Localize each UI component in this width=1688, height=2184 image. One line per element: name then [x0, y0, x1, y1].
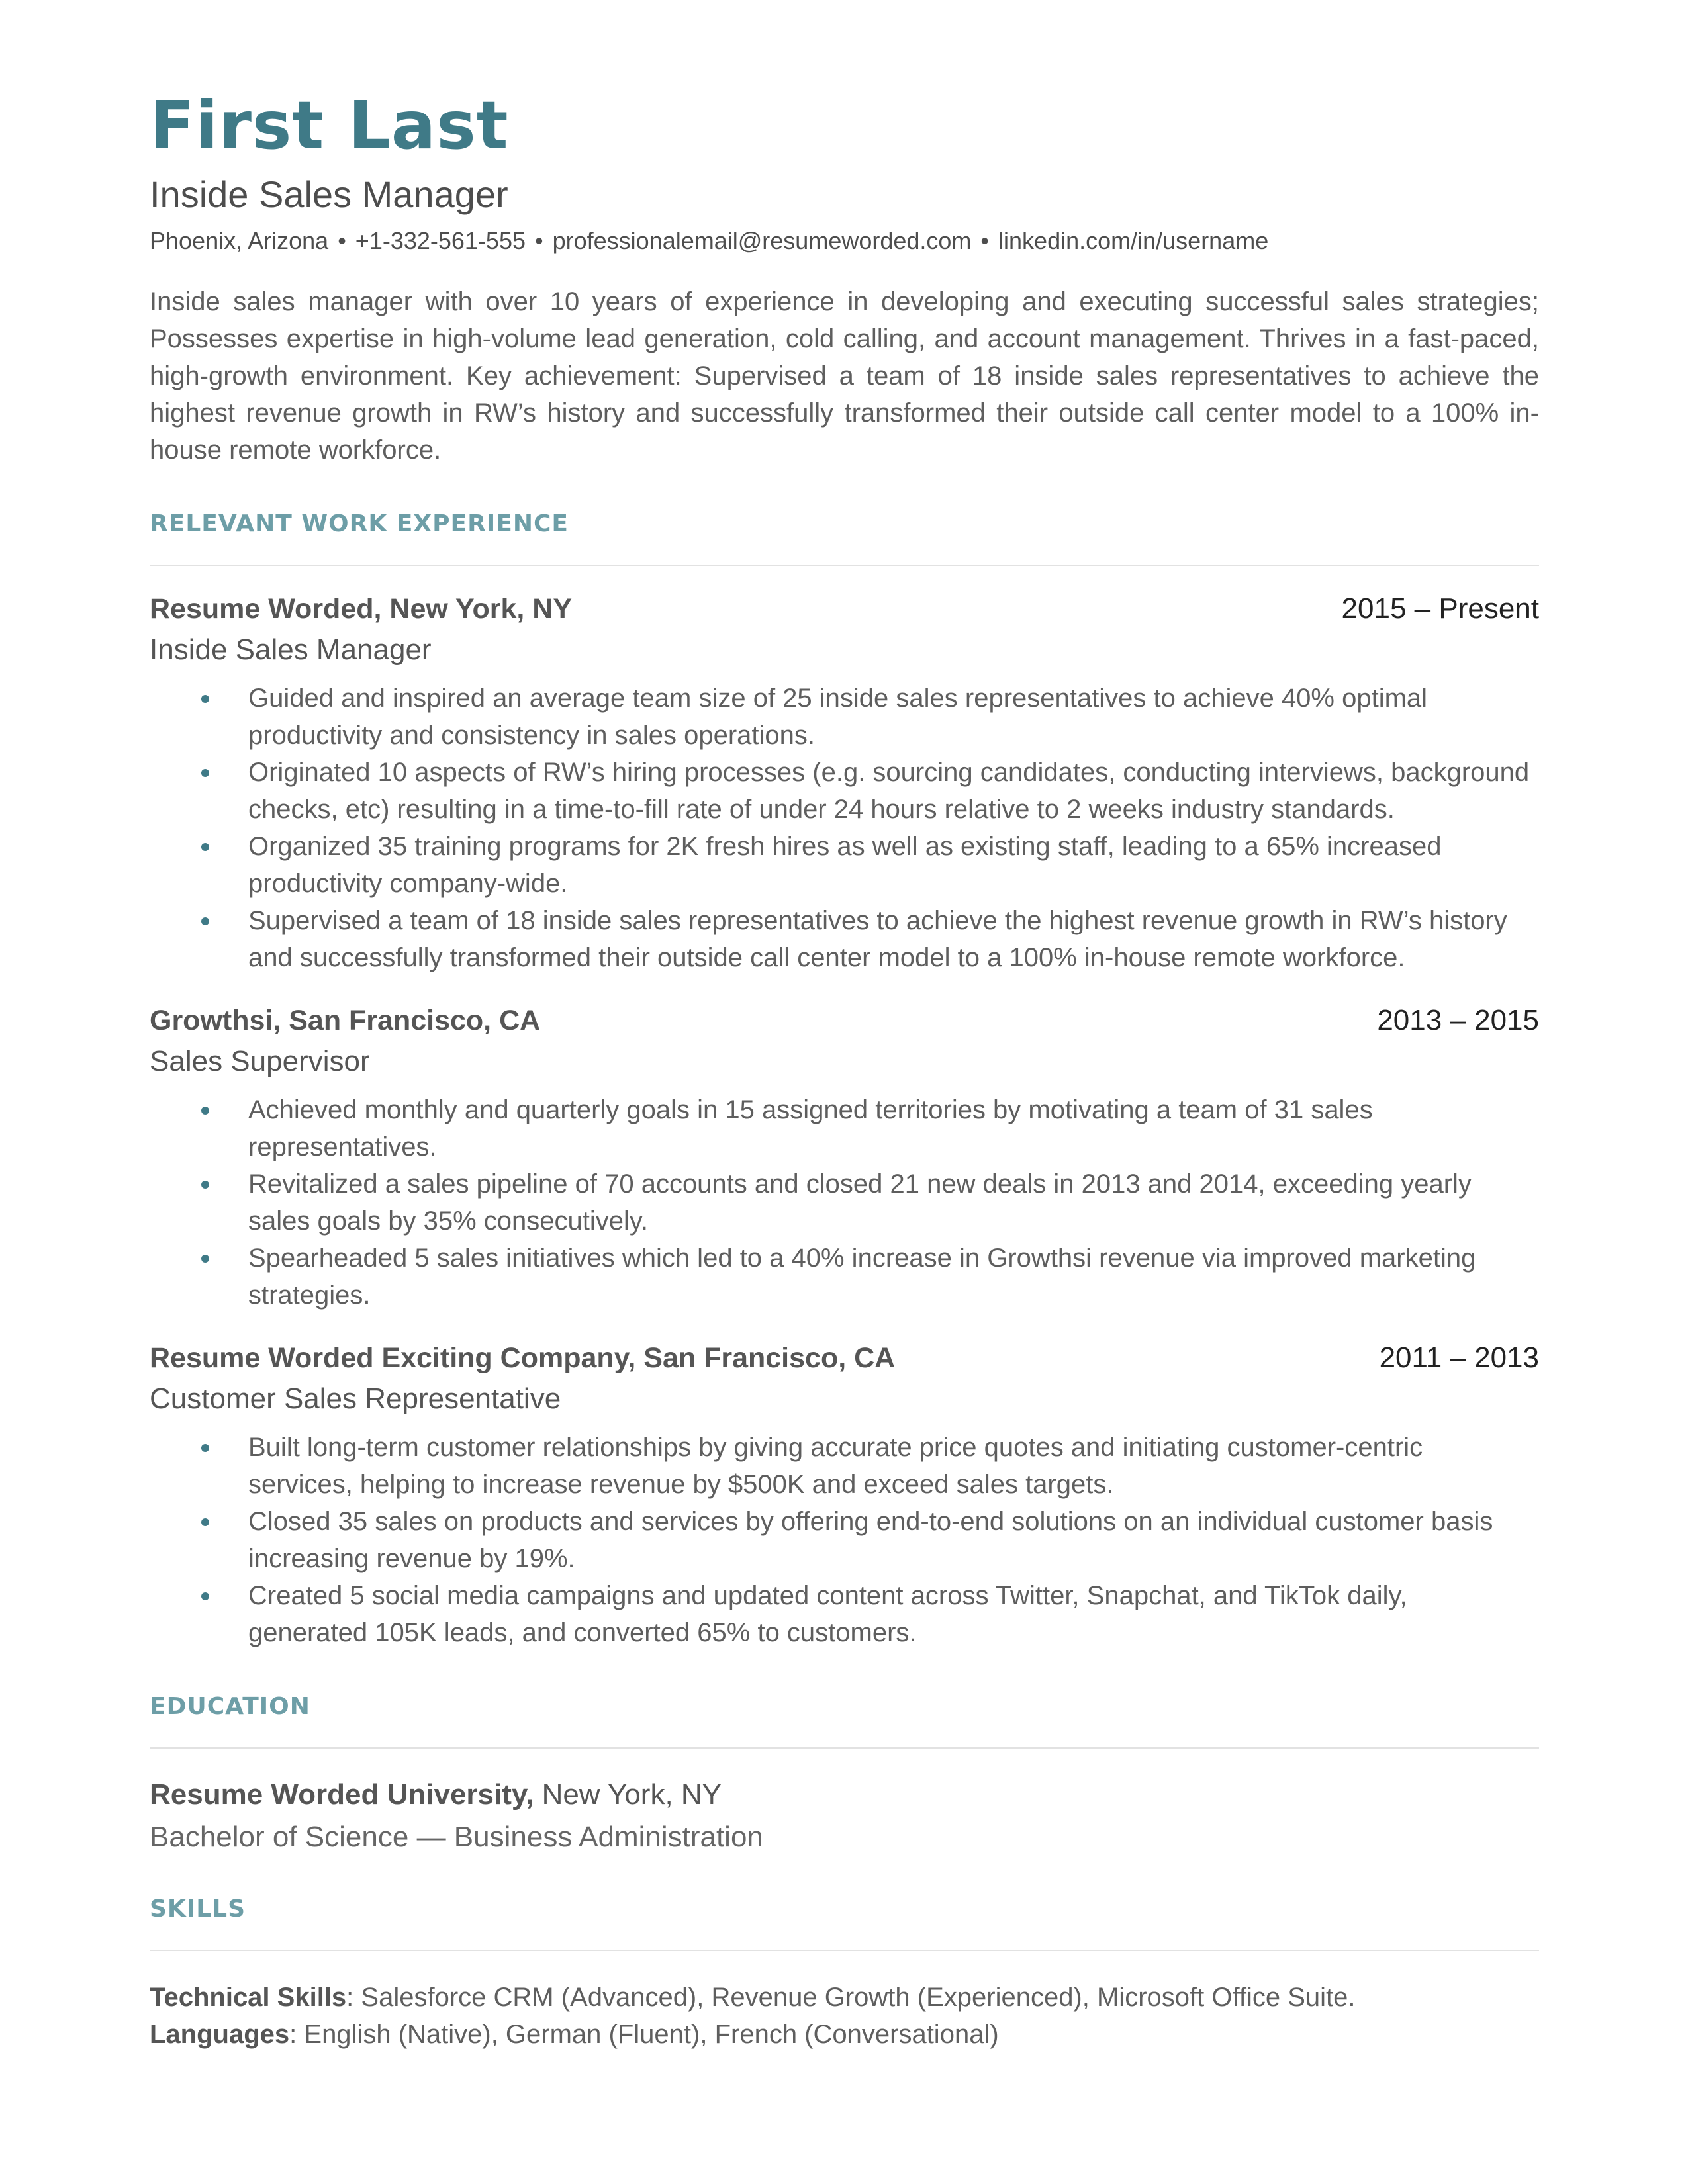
bullet-dot-icon — [201, 843, 209, 851]
job-company: Growthsi, San Francisco, CA — [150, 1004, 541, 1036]
skills-label: Technical Skills — [150, 1983, 347, 2013]
contact-separator: • — [535, 227, 543, 255]
bullet-dot-icon — [201, 1444, 209, 1452]
job-dates: 2013 – 2015 — [1377, 1003, 1539, 1036]
education-degree: Bachelor of Science — Business Administration — [150, 1820, 763, 1853]
bullet-dot-icon — [201, 769, 209, 777]
bullet-item — [150, 1577, 1539, 1651]
education-entry — [150, 1776, 1539, 1813]
bullet-dot-icon — [201, 1518, 209, 1526]
contact-line — [150, 226, 1539, 255]
bullet-item — [150, 680, 1539, 754]
job-entry — [150, 592, 1539, 976]
bullet-text: Organized 35 training programs for 2K fresh hires as well as existing staff, leading to a 65% increased productivity company-wide. — [248, 831, 1442, 898]
section-title-skills: SKILLS — [150, 1895, 246, 1923]
job-dates: 2011 – 2013 — [1379, 1341, 1539, 1374]
bullet-text: Built long-term customer relationships by giving accurate price quotes and initiating customer-centric services, helping to increase revenue by $500K and exceed sales targets. — [248, 1432, 1423, 1499]
bullet-item — [150, 828, 1539, 902]
bullet-dot-icon — [201, 695, 209, 703]
bullet-item — [150, 1429, 1539, 1503]
bullet-item — [150, 1091, 1539, 1165]
bullet-dot-icon — [201, 1181, 209, 1189]
job-role: Customer Sales Representative — [150, 1382, 561, 1415]
section-title-experience: RELEVANT WORK EXPERIENCE — [150, 510, 569, 537]
bullet-text: Spearheaded 5 sales initiatives which led to a 40% increase in Growthsi revenue via improved marketing strategies. — [248, 1243, 1476, 1310]
job-header — [150, 1004, 1539, 1037]
job-role: Inside Sales Manager — [150, 633, 432, 666]
job-company: Resume Worded Exciting Company, San Francisco, CA — [150, 1342, 896, 1374]
education-location: New York, NY — [541, 1778, 722, 1811]
section-divider — [150, 565, 1539, 566]
bullet-text: Guided and inspired an average team size of 25 inside sales representatives to achieve 40% optimal productivity and consistency in sales operations. — [248, 683, 1428, 750]
resume-content — [150, 87, 1539, 2053]
contact-linkedin: linkedin.com/in/username — [998, 227, 1269, 255]
job-entry — [150, 1004, 1539, 1314]
skills-value: : English (Native), German (Fluent), French (Conversational) — [289, 2020, 999, 2050]
section-divider — [150, 1950, 1539, 1951]
skills-list — [150, 1979, 1539, 2053]
bullet-text: Created 5 social media campaigns and updated content across Twitter, Snapchat, and TikTok daily, generated 105K leads, and converted 65% to customers. — [248, 1580, 1407, 1647]
bullet-text: Achieved monthly and quarterly goals in 15 assigned territories by motivating a team of 31 sales representatives. — [248, 1095, 1373, 1161]
bullet-item — [150, 1503, 1539, 1577]
contact-separator: • — [980, 227, 990, 255]
job-dates: 2015 – Present — [1341, 592, 1539, 625]
bullet-dot-icon — [201, 1592, 209, 1600]
section-title-education: EDUCATION — [150, 1692, 310, 1720]
job-bullets — [150, 1429, 1539, 1651]
skills-value: : Salesforce CRM (Advanced), Revenue Growth (Experienced), Microsoft Office Suite. — [346, 1983, 1356, 2013]
skills-label: Languages — [150, 2020, 290, 2050]
job-role: Sales Supervisor — [150, 1044, 370, 1077]
candidate-name: First Last — [150, 87, 509, 164]
bullet-item — [150, 902, 1539, 976]
contact-location: Phoenix, Arizona — [150, 227, 329, 255]
section-divider — [150, 1747, 1539, 1749]
job-entry — [150, 1342, 1539, 1651]
bullet-item — [150, 1165, 1539, 1240]
bullet-text: Originated 10 aspects of RW’s hiring processes (e.g. sourcing candidates, conducting interviews, background checks, etc) resulting in a time-to-fill rate of under 24 hours relative to 2 weeks industry standards. — [248, 757, 1530, 824]
job-header — [150, 592, 1539, 625]
job-company: Resume Worded, New York, NY — [150, 592, 573, 625]
job-bullets — [150, 1091, 1539, 1314]
bullet-text: Revitalized a sales pipeline of 70 accounts and closed 21 new deals in 2013 and 2014, exceeding yearly sales goals by 35% consecutively. — [248, 1169, 1472, 1236]
bullet-item — [150, 754, 1539, 828]
contact-phone: +1-332-561-555 — [355, 227, 526, 255]
job-bullets — [150, 680, 1539, 976]
bullet-text: Closed 35 sales on products and services by offering end-to-end solutions on an individual customer basis increasing revenue by 19%. — [248, 1506, 1493, 1573]
job-header — [150, 1342, 1539, 1375]
bullet-dot-icon — [201, 917, 209, 925]
education-school: Resume Worded University, — [150, 1778, 534, 1811]
headline: Inside Sales Manager — [150, 173, 508, 215]
bullet-dot-icon — [201, 1107, 209, 1115]
summary-paragraph: Inside sales manager with over 10 years of experience in developing and executing successful sales strategies; Possesses expertise in high-volume lead generation, cold calling, and account management. Thrives in a fast-paced, high-growth environment. Key achievement: Supervised a team of 18 inside sales representatives to achieve the highest revenue growth in RW’s history and successfully transformed their outside call center model to a 100% in-house remote workforce. — [150, 287, 1539, 465]
bullet-dot-icon — [201, 1255, 209, 1263]
skills-row — [150, 1979, 1539, 2016]
bullet-item — [150, 1240, 1539, 1314]
skills-row — [150, 2016, 1539, 2053]
contact-email: professionalemail@resumeworded.com — [552, 227, 972, 255]
contact-separator: • — [338, 227, 346, 255]
bullet-text: Supervised a team of 18 inside sales representatives to achieve the highest revenue growth in RW’s history and successfully transformed their outside call center model to a 100% in-house remote workforce. — [248, 905, 1507, 972]
